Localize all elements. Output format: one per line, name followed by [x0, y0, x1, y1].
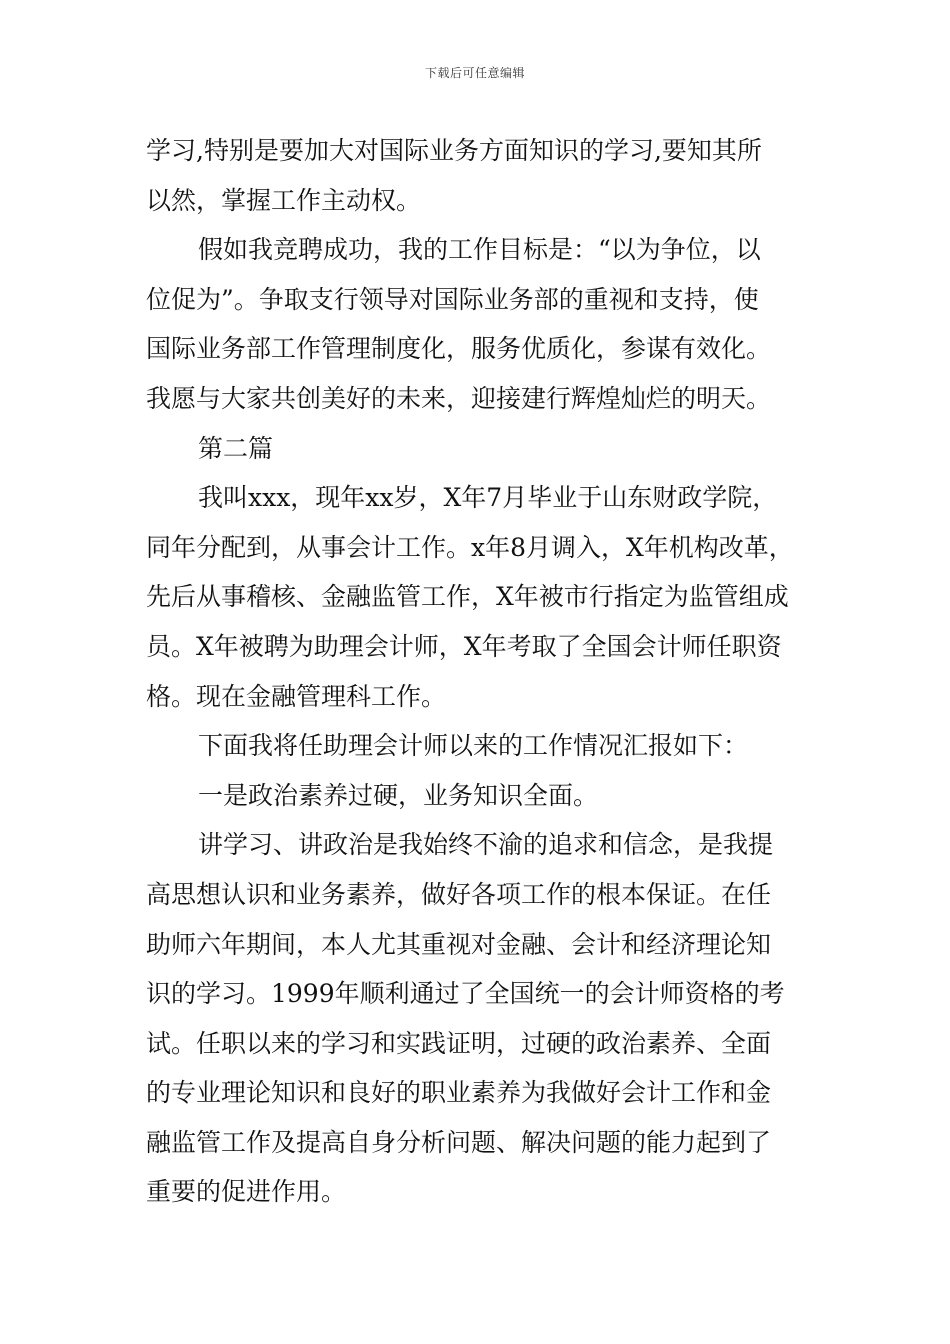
- text-line: 融监管工作及提高自身分析问题、解决问题的能力起到了: [146, 1127, 772, 1157]
- text-line: 讲学习、讲政治是我始终不渝的追求和信念，是我提: [198, 830, 774, 860]
- text-line: 以然，掌握工作主动权。: [146, 185, 422, 215]
- text-line: 高思想认识和业务素养，做好各项工作的根本保证。在任: [146, 879, 772, 909]
- text-line: 我叫xxx，现年xx岁，X年7月毕业于山东财政学院，: [198, 483, 778, 513]
- text-line: 先后从事稽核、金融监管工作，X年被市行指定为监管组成: [146, 582, 789, 612]
- text-line: 学习,特别是要加大对国际业务方面知识的学习,要知其所: [146, 136, 762, 165]
- text-line: 国际业务部工作管理制度化，服务优质化，参谋有效化。: [146, 334, 772, 364]
- text-line: 我愿与大家共创美好的未来，迎接建行辉煌灿烂的明天。: [146, 383, 772, 413]
- text-line: 识的学习。1999年顺利通过了全国统一的会计师资格的考: [146, 979, 785, 1009]
- section-heading: [146, 424, 810, 474]
- text-line: 格。现在金融管理科工作。: [146, 681, 447, 711]
- paragraph-1: [146, 126, 810, 225]
- text-line: 位促为”。争取支行领导对国际业务部的重视和支持，使: [146, 284, 759, 314]
- text-line: 试。任职以来的学习和实践证明，过硬的政治素养、全面: [146, 1028, 772, 1058]
- page-header: 下载后可任意编辑: [424, 66, 525, 80]
- text-line: 下面我将任助理会计师以来的工作情况汇报如下：: [198, 731, 749, 761]
- text-line: 假如我竞聘成功，我的工作目标是：“以为争位，以: [198, 235, 761, 265]
- text-line: 助师六年期间，本人尤其重视对金融、会计和经济理论知: [146, 929, 772, 959]
- text-line: 第二篇: [198, 433, 274, 463]
- paragraph-3: [146, 473, 810, 721]
- document-body: [146, 126, 810, 1217]
- text-line: 重要的促进作用。: [146, 1177, 347, 1207]
- paragraph-4: [146, 721, 810, 771]
- text-line: 的专业理论知识和良好的职业素养为我做好会计工作和金: [146, 1078, 772, 1108]
- paragraph-2: [146, 225, 810, 423]
- paragraph-6: [146, 820, 810, 1217]
- text-line: 员。X年被聘为助理会计师，X年考取了全国会计师任职资: [146, 631, 782, 661]
- paragraph-5: [146, 771, 810, 821]
- text-line: 一是政治素养过硬，业务知识全面。: [198, 780, 599, 810]
- text-line: 同年分配到，从事会计工作。x年8月调入，X年机构改革，: [146, 532, 794, 562]
